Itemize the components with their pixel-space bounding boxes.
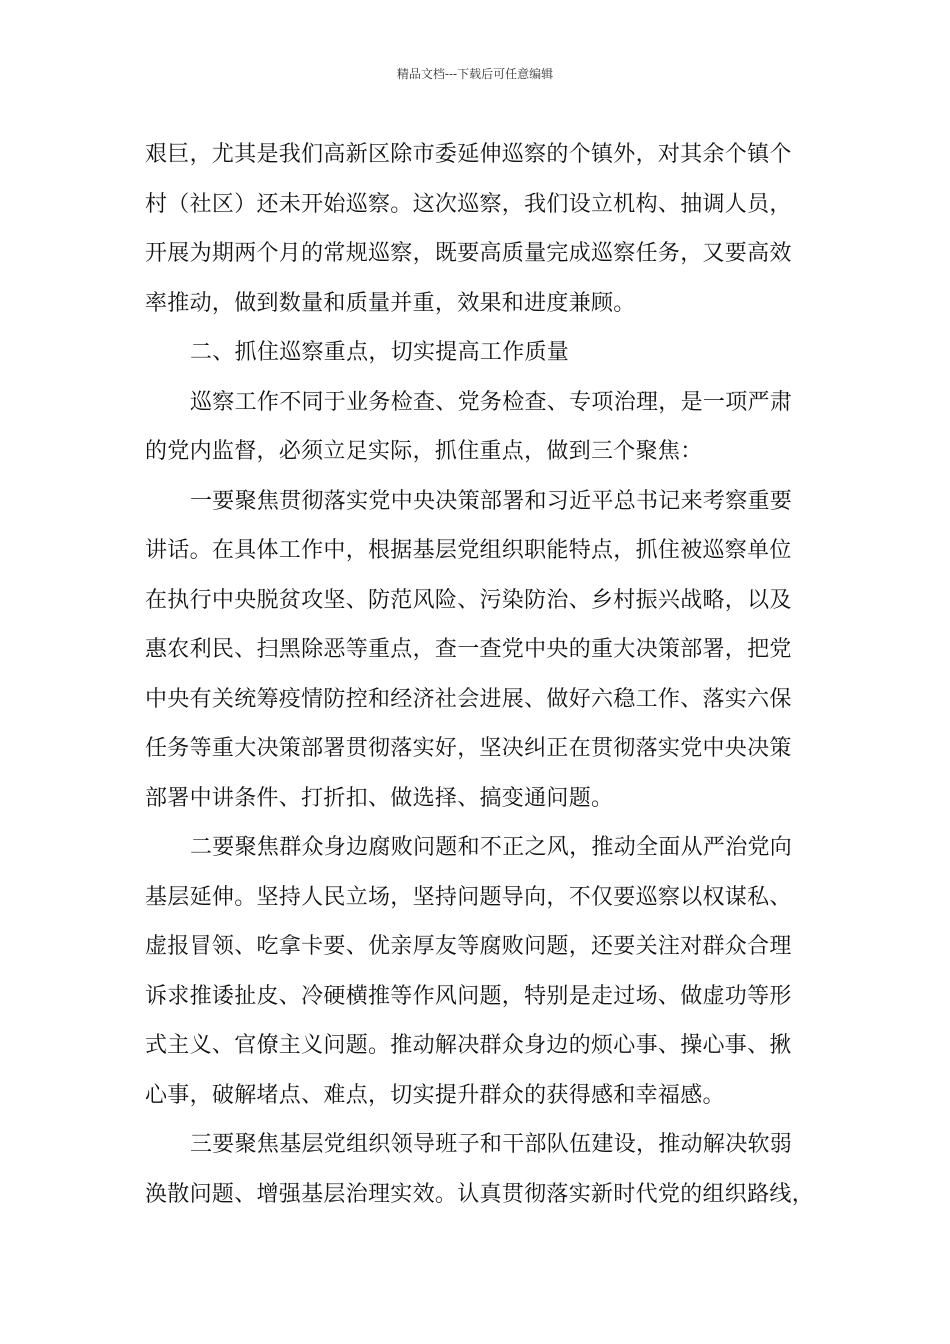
- text-line: 基层延伸。坚持人民立场，坚持问题导向，不仅要巡察以权谋私、: [145, 884, 792, 910]
- document-body: [145, 130, 825, 1219]
- text-line: 心事，破解堵点、难点，切实提升群众的获得感和幸福感。: [145, 1082, 725, 1108]
- text-line: 三要聚焦基层党组织领导班子和干部队伍建设，推动解决软弱: [190, 1132, 793, 1157]
- page-header: 精品文档---下载后可任意编辑: [396, 67, 554, 81]
- text-line: 艰巨，尤其是我们高新区除市委延伸巡察的个镇外，对其余个镇个: [145, 142, 792, 167]
- paragraph: [145, 823, 825, 1120]
- paragraph: [145, 130, 825, 328]
- text-line: 率推动，做到数量和质量并重，效果和进度兼顾。: [145, 290, 636, 316]
- text-line: 巡察工作不同于业务检查、党务检查、专项治理，是一项严肃: [190, 389, 793, 415]
- text-line: 一要聚焦贯彻落实党中央决策部署和习近平总书记来考察重要: [190, 488, 793, 514]
- text-line: 诉求推诿扯皮、冷硬横推等作风问题，特别是走过场、做虚功等形: [145, 983, 792, 1009]
- paragraph: [145, 477, 825, 824]
- text-line: 开展为期两个月的常规巡察，既要高质量完成巡察任务，又要高效: [145, 241, 792, 266]
- text-line: 中央有关统筹疫情防控和经济社会进展、做好六稳工作、落实六保: [145, 686, 792, 712]
- text-line: 部署中讲条件、打折扣、做选择、搞变通问题。: [145, 785, 614, 811]
- paragraph: [145, 378, 825, 477]
- paragraph: [145, 1120, 825, 1219]
- text-line: 在执行中央脱贫攻坚、防范风险、污染防治、乡村振兴战略，以及: [145, 587, 792, 613]
- text-line: 的党内监督，必须立足实际，抓住重点，做到三个聚焦：: [145, 439, 703, 464]
- text-line: 任务等重大决策部署贯彻落实好，坚决纠正在贯彻落实党中央决策: [145, 736, 792, 761]
- text-line: 讲话。在具体工作中，根据基层党组织职能特点，抓住被巡察单位: [145, 538, 792, 563]
- text-line: 惠农利民、扫黑除恶等重点，查一查党中央的重大决策部署，把党: [145, 637, 792, 662]
- text-line: 虚报冒领、吃拿卡要、优亲厚友等腐败问题，还要关注对群众合理: [145, 934, 792, 959]
- text-line: 二、抓住巡察重点，切实提高工作质量: [190, 340, 570, 365]
- text-line: 式主义、官僚主义问题。推动解决群众身边的烦心事、操心事、揪: [145, 1033, 792, 1058]
- text-line: 涣散问题、增强基层治理实效。认真贯彻落实新时代党的组织路线，: [145, 1181, 815, 1207]
- section-heading: [145, 328, 825, 378]
- text-line: 村（社区）还未开始巡察。这次巡察，我们设立机构、抽调人员，: [145, 191, 792, 217]
- text-line: 二要聚焦群众身边腐败问题和不正之风，推动全面从严治党向: [190, 835, 793, 860]
